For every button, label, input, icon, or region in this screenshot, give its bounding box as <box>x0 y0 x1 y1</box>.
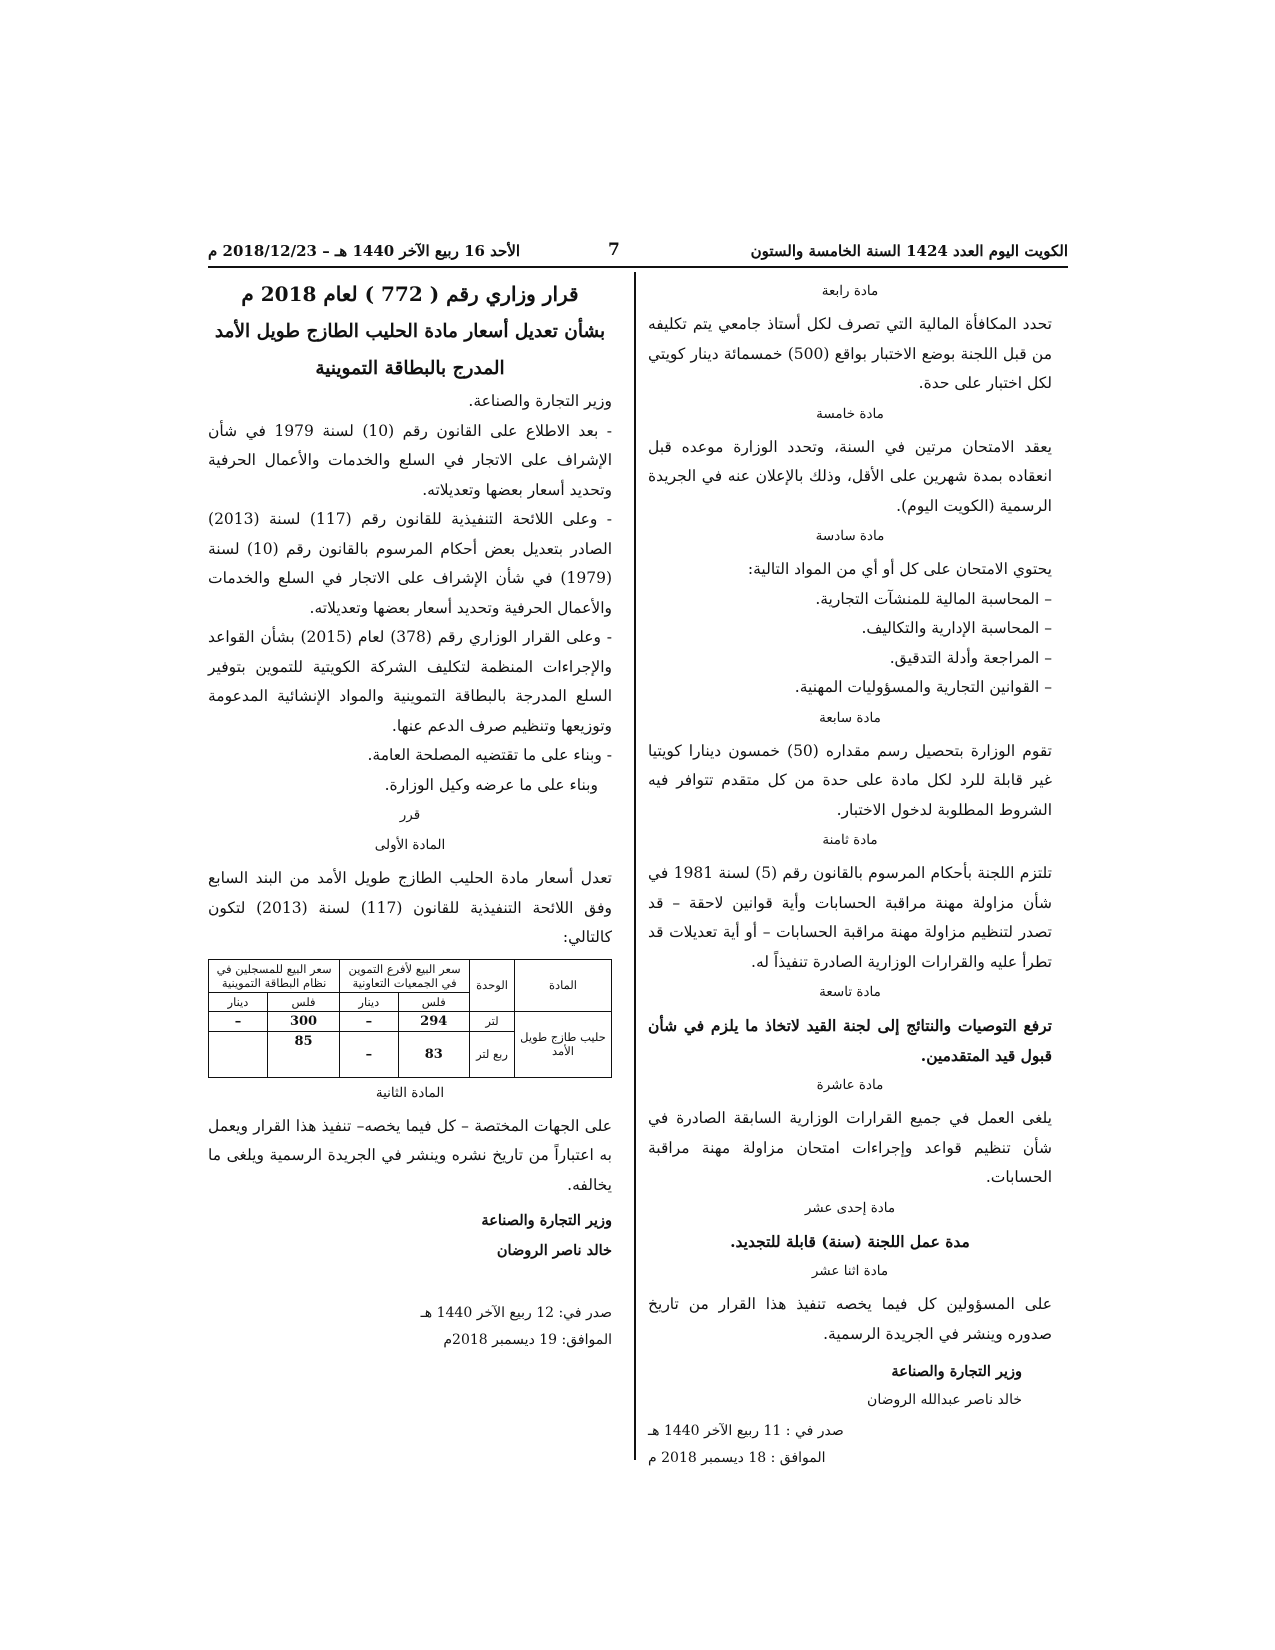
article-6-item: – المحاسبة المالية للمنشآت التجارية. <box>815 589 1052 608</box>
article-6-item: – القوانين التجارية والمسؤوليات المهنية. <box>794 678 1052 696</box>
decided-label: قرر <box>399 807 421 823</box>
article-2-title: المادة الثانية <box>375 1084 445 1101</box>
article-11-title: مادة إحدى عشر <box>804 1199 896 1216</box>
article-6-title: مادة سادسة <box>815 528 885 544</box>
preamble-paragraph: وبناء على ما عرضه وكيل الوزارة. <box>384 775 598 794</box>
table-subheader-fils: فلس <box>267 992 339 1011</box>
article-6-intro: يحتوي الامتحان على كل أو أي من المواد التالية: <box>747 560 1052 578</box>
table-cell-coop-fils: 294 <box>398 1011 470 1031</box>
article-7-title: مادة سابعة <box>819 709 881 726</box>
table-subheader-dinar: دينار <box>209 992 268 1011</box>
decree-subtitle: المدرج بالبطاقة التموينية <box>315 358 505 379</box>
table-cell-reg-fils: 300 <box>267 1011 339 1031</box>
corresponding-date: الموافق: 19 ديسمبر 2018م <box>443 1332 612 1348</box>
left-signature-block <box>208 1206 612 1266</box>
header-date: الأحد 16 ربيع الآخر 1440 هـ – 2018/12/23 م <box>208 242 521 260</box>
column-divider <box>634 272 636 1460</box>
table-header-registered: سعر البيع للمسجلين في نظام البطاقة التموينية <box>209 959 340 992</box>
article-2-text: على الجهات المختصة – كل فيما يخصه– تنفيذ هذا القرار ويعمل به اعتباراً من تاريخ نشره وينشر في الجريدة الرسمية ويلغى ما يخالفه. <box>208 1116 612 1194</box>
table-subheader-fils: فلس <box>398 992 470 1011</box>
right-signature-block <box>648 1357 1052 1414</box>
article-4-text: تحدد المكافأة المالية التي تصرف لكل أستاذ جامعي يتم تكليفه من قبل اللجنة بوضع الاختبار بواقع (500) خمسمائة دينار كويتي لكل اختبار على حدة. <box>648 315 1053 392</box>
table-cell-reg-fils: 85 <box>267 1031 339 1077</box>
signature-title: وزير التجارة والصناعة <box>891 1363 1022 1380</box>
left-issue-dates <box>208 1300 612 1354</box>
article-8-title: مادة ثامنة <box>822 832 878 848</box>
article-6-item: – المحاسبة الإدارية والتكاليف. <box>861 619 1052 637</box>
page-header <box>208 240 1068 268</box>
right-issue-dates <box>648 1418 1052 1472</box>
header-issue-info: الكويت اليوم العدد 1424 السنة الخامسة والستون <box>750 242 1068 260</box>
article-4-title: مادة رابعة <box>821 283 879 299</box>
signature-name: خالد ناصر الروضان <box>496 1242 612 1259</box>
article-5-text: يعقد الامتحان مرتين في السنة، وتحدد الوزارة موعده قبل انعقاده بمدة شهرين على الأقل، وذلك بالإعلان عنه في الجريدة الرسمية (الكويت اليوم). <box>648 437 1052 515</box>
article-9-text: ترفع التوصيات والنتائج إلى لجنة القيد لاتخاذ ما يلزم في شأن قبول قيد المتقدمين. <box>648 1016 1052 1065</box>
price-table <box>208 959 612 1078</box>
table-row <box>209 1011 612 1031</box>
preamble-paragraph: - وعلى القرار الوزاري رقم (378) لعام (2015) بشأن القواعد والإجراءات المنظمة لتكليف الشركة الكويتية للتموين بتوفير السلع المدرجة بالبطاقة التموينية والمواد الإنشائية المدعومة وتوزيعها وتنظيم صرف الدعم عنها. <box>208 628 613 735</box>
decree-subtitle: بشأن تعديل أسعار مادة الحليب الطازج طويل الأمد <box>214 321 606 342</box>
article-12-text: على المسؤولين كل فيما يخصه تنفيذ هذا القرار من تاريخ صدوره وينشر في الجريدة الرسمية. <box>648 1295 1052 1343</box>
issued-date: صدر في: 12 ربيع الآخر 1440 هـ <box>420 1305 612 1321</box>
signature-name: خالد ناصر عبدالله الروضان <box>867 1392 1022 1408</box>
article-1-text: تعدل أسعار مادة الحليب الطازج طويل الأمد من البند السابع وفق اللائحة التنفيذية للقانون (117) لسنة (2013) لتكون كالتالي: <box>208 869 612 946</box>
preamble-paragraph: - وعلى اللائحة التنفيذية للقانون رقم (117) لسنة (2013) الصادر بتعديل بعض أحكام المرسوم بالقانون رقم (10) لسنة (1979) في شأن الإشراف على الاتجار في السلع والخدمات والأعمال الحرفية وتحديد أسعار بعضها وتعديلاته. <box>208 510 612 617</box>
left-column <box>208 276 612 1354</box>
table-header-unit: الوحدة <box>470 959 515 1011</box>
issued-date: صدر في : 11 ربيع الآخر 1440 هـ <box>648 1423 844 1439</box>
right-column <box>648 276 1052 1472</box>
corresponding-date: الموافق : 18 ديسمبر 2018 م <box>648 1450 826 1466</box>
decree-title: قرار وزاري رقم ( 772 ) لعام 2018 م <box>241 282 579 306</box>
article-8-text: تلتزم اللجنة بأحكام المرسوم بالقانون رقم (5) لسنة 1981 في شأن مزاولة مهنة مراقبة الحسابات وأية قوانين لاحقة – قد تصدر لتنظيم مزاولة مهنة مراقبة الحسابات – أو أية تعديلات قد تطرأ عليه والقرارات الوزارية الصادرة تنفيذاً له. <box>648 864 1052 971</box>
table-cell-reg-dinar <box>209 1031 268 1077</box>
article-10-title: مادة عاشرة <box>816 1077 884 1093</box>
article-1-title: المادة الأولى <box>374 837 446 853</box>
table-cell-item: حليب طازج طويل الأمد <box>515 1011 612 1077</box>
signature-title: وزير التجارة والصناعة <box>481 1212 612 1229</box>
page-number: 7 <box>608 240 620 260</box>
article-6-item: – المراجعة وأدلة التدقيق. <box>889 648 1052 667</box>
preamble-paragraph: - بعد الاطلاع على القانون رقم (10) لسنة 1979 في شأن الإشراف على الاتجار في السلع والخدمات والأعمال الحرفية وتحديد أسعار بعضها وتعديلاته. <box>208 421 612 499</box>
article-5-title: مادة خامسة <box>816 405 884 422</box>
minister-line: وزير التجارة والصناعة. <box>468 392 612 410</box>
article-12-title: مادة اثنا عشر <box>811 1263 889 1279</box>
table-cell-coop-fils: 83 <box>398 1031 470 1077</box>
table-header-item: المادة <box>515 959 612 1011</box>
article-7-text: تقوم الوزارة بتحصيل رسم مقداره (50) خمسون دينارا كويتيا غير قابلة للرد لكل مادة على حدة من كل متقدم تتوافر فيه الشروط المطلوبة لدخول الاختبار. <box>648 741 1052 819</box>
table-cell-unit: ربع لتر <box>470 1031 515 1077</box>
table-cell-reg-dinar: – <box>209 1011 268 1031</box>
table-cell-coop-dinar: – <box>340 1011 398 1031</box>
article-11-text: مدة عمل اللجنة (سنة) قابلة للتجديد. <box>730 1231 970 1251</box>
preamble-paragraph: - وبناء على ما تقتضيه المصلحة العامة. <box>367 746 612 764</box>
table-cell-coop-dinar: – <box>340 1031 398 1077</box>
table-header-coop: سعر البيع لأفرع التموين في الجمعيات التعاونية <box>340 959 470 992</box>
article-10-text: يلغى العمل في جميع القرارات الوزارية السابقة الصادرة في شأن تنظيم قواعد وإجراءات امتحان مزاولة مهنة مراقبة الحسابات. <box>648 1109 1052 1186</box>
table-subheader-dinar: دينار <box>340 992 398 1011</box>
table-cell-unit: لتر <box>470 1011 515 1031</box>
article-9-title: مادة تاسعة <box>819 984 881 1000</box>
